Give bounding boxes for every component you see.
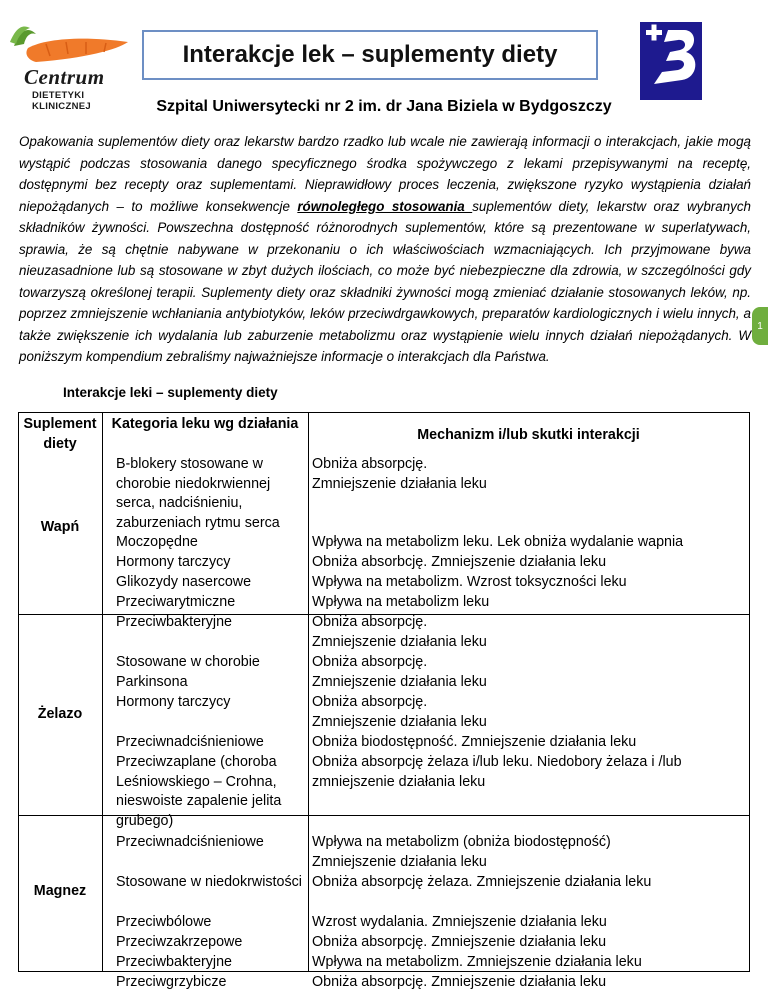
interactions-table: [18, 412, 750, 990]
drug-category-cell: Przeciwbólowe: [116, 914, 212, 930]
interaction-effect-cell: Wpływa na metabolizm leku. Lek obniża wydalanie wapnia: [312, 534, 684, 550]
drug-category-cell: Przeciwnadciśnieniowe: [116, 834, 264, 850]
drug-category-cell: Przeciwarytmiczne: [116, 594, 236, 610]
interaction-effect-cell: Wpływa na metabolizm (obniża biodostępność) Zmniejszenie działania leku: [312, 834, 611, 870]
interaction-effect-cell: Obniża absorpcję. Zmniejszenie działania leku: [312, 614, 487, 650]
interaction-effect-cell: Obniża absorpcję żelaza. Zmniejszenie działania leku: [312, 874, 652, 890]
interaction-effect-cell: Obniża biodostępność. Zmniejszenie działania leku: [312, 734, 637, 750]
hospital-logo: [640, 22, 702, 100]
interaction-effect-cell: Obniża absorpcję. Zmniejszenie działania leku: [312, 934, 607, 950]
header-mechanism: Mechanizm i/lub skutki interakcji: [417, 427, 640, 443]
page-number-tab: 1: [752, 307, 768, 345]
interaction-effect-cell: Wpływa na metabolizm. Wzrost toksyczności leku: [312, 574, 627, 590]
drug-category-cell: Hormony tarczycy: [116, 694, 231, 710]
drug-category-cell: Przeciwbakteryjne: [116, 954, 233, 970]
intro-text-part1: Opakowania suplementów diety oraz lekarstw bardzo rzadko lub wcale nie zawierają informacji o interakcjach, jakie mogą wystąpić podczas stosowania danego specyficznego środka spożywczego z lekami przepisywanymi na receptę, dostępnymi bez recepty oraz suplementami. Nieprawidłowy proces leczenia, zwiększone ryzyko wystąpienia działań niepożądanych – to możliwe konsekwencje: [19, 134, 751, 214]
intro-paragraph: [19, 131, 751, 368]
interaction-effect-cell: Obniża absorbcję. Zmniejszenie działania leku: [312, 554, 607, 570]
drug-category-cell: Przeciwgrzybicze: [116, 974, 227, 990]
interaction-effect-cell: Wpływa na metabolizm. Zmniejszenie działania leku: [312, 954, 642, 970]
table-border-top: [18, 412, 750, 413]
drug-category-cell: Przeciwnadciśnieniowe: [116, 734, 264, 750]
drug-category-cell: Stosowane w chorobie Parkinsona: [116, 654, 260, 690]
header-drug-category: Kategoria leku wg działania: [111, 416, 299, 432]
drug-category-cell: Przeciwzaplane (choroba Leśniowskiego – Crohna, nieswoiste zapalenie jelita grubego): [116, 754, 282, 830]
interaction-effect-cell: Wpływa na metabolizm leku: [312, 594, 490, 610]
page-title: Interakcje lek – suplementy diety: [142, 30, 598, 80]
supplement-calcium: Wapń: [40, 519, 80, 535]
drug-category-cell: B-blokery stosowane w chorobie niedokrwiennej serca, nadciśnieniu, zaburzeniach rytmu serca: [116, 456, 280, 532]
hospital-b-logo-icon: [640, 22, 702, 100]
header-supplement: Suplement diety: [23, 416, 97, 452]
drug-category-cell: Przeciwbakteryjne: [116, 614, 233, 630]
table-column-divider: [308, 412, 309, 972]
interaction-effect-cell: Wzrost wydalania. Zmniejszenie działania leku: [312, 914, 607, 930]
drug-category-cell: Glikozydy nasercowe: [116, 574, 252, 590]
centrum-logo: [6, 24, 134, 112]
interaction-effect-cell: Obniża absorpcję. Zmniejszenie działania leku: [312, 694, 487, 730]
logo-subtitle-text: DIETETYKI KLINICZNEJ: [32, 90, 91, 112]
interaction-effect-cell: Obniża absorpcję żelaza i/lub leku. Niedobory żelaza i /lub zmniejszenie działania leku: [312, 754, 682, 790]
logo-brand-text: Centrum: [24, 65, 105, 89]
interaction-effect-cell: Obniża absorpcję. Zmniejszenie działania leku: [312, 456, 487, 492]
drug-category-cell: Moczopędne: [116, 534, 198, 550]
table-caption: Interakcje leki – suplementy diety: [63, 385, 278, 400]
supplement-iron: Żelazo: [37, 706, 83, 722]
interaction-effect-cell: Obniża absorpcję. Zmniejszenie działania leku: [312, 974, 607, 990]
intro-text-part2: suplementów diety, lekarstw oraz wybranych składników żywności. Powszechna dostępność różnorodnych suplementów, które są prezentowane w superlatywach, sprawia, że są chętnie nabywane w przekonaniu o ich właściwościach wzmacniających. Ich przyjmowane bywa nieuzasadnione lub są stosowane w zbyt dużych ilościach, co może być niebezpieczne dla zdrowia, w szczególności gdy towarzyszą określonej terapii. Suplementy diety oraz składniki żywności mogą zmieniać działanie stosowanych leków, np. poprzez zmniejszenie wchłaniania antybiotyków, leków przeciwdrgawkowych, preparatów kardiologicznych i wielu innych, a także zwiększenie ich wydalania lub zaburzenie metabolizmu oraz wystąpienie wielu innych działań niepożądanych. W poniższym kompendium zebraliśmy najważniejsze informacje o interakcjach dla Państwa.: [19, 198, 751, 364]
drug-category-cell: Hormony tarczycy: [116, 554, 231, 570]
interaction-effect-cell: Obniża absorpcję. Zmniejszenie działania leku: [312, 654, 487, 690]
table-border-right: [749, 412, 750, 972]
table-column-divider: [102, 412, 103, 972]
drug-category-cell: Przeciwzakrzepowe: [116, 934, 243, 950]
drug-category-cell: Stosowane w niedokrwistości: [116, 874, 302, 890]
supplement-magnesium: Magnez: [33, 883, 87, 899]
intro-emphasis: równoległego stosowania: [297, 198, 473, 214]
hospital-subtitle: Szpital Uniwersytecki nr 2 im. dr Jana Biziela w Bydgoszczy: [156, 98, 612, 115]
